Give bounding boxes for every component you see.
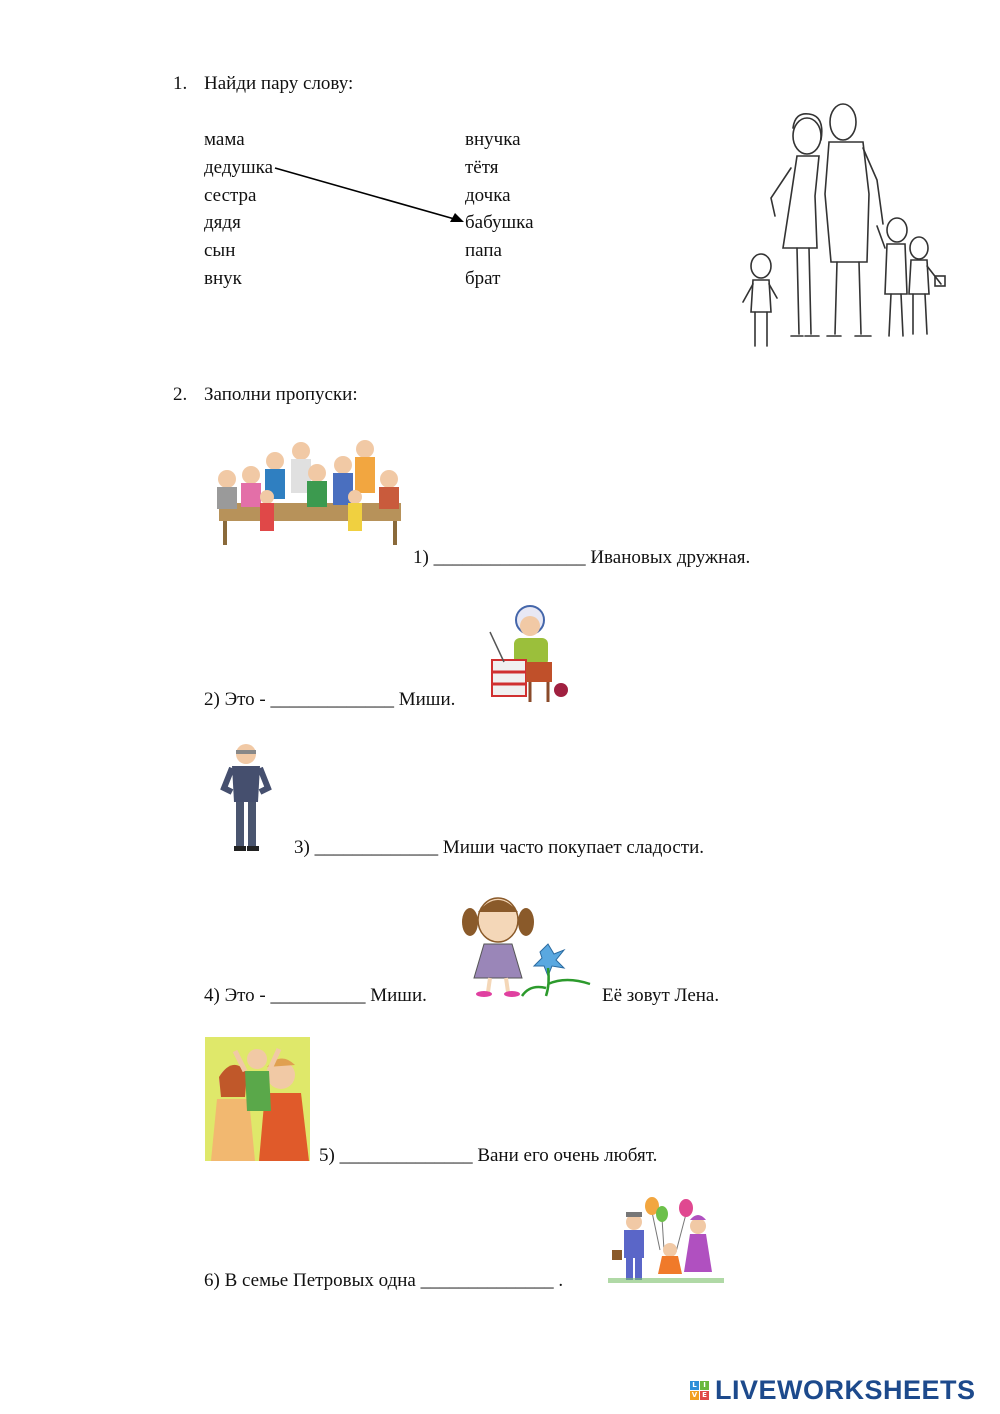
sentence-1: 1) ________________ Ивановых дружная. [413,547,751,568]
grandmother-knitting-picture [484,600,574,706]
right-word[interactable]: тётя [465,157,499,178]
girl-with-flower-picture [450,888,598,1004]
right-word[interactable]: брат [465,268,501,289]
right-word[interactable]: папа [465,240,502,261]
example-match-arrow [270,160,470,230]
liveworksheets-logo [690,1372,990,1408]
parents-with-baby-picture [205,1037,310,1161]
right-word[interactable]: бабушка [465,212,534,233]
left-word[interactable]: сын [204,240,236,261]
left-word[interactable]: дедушка [204,157,274,178]
family-with-balloons-picture [604,1194,726,1286]
right-word[interactable]: внучка [465,129,521,150]
right-word[interactable]: дочка [465,185,511,206]
grandfather-picture [218,742,274,856]
sentence-6: 6) В семье Петровых одна ______________ . [204,1270,564,1291]
family-dinner-picture [205,435,415,553]
left-word[interactable]: внук [204,268,242,289]
left-word[interactable]: мама [204,129,245,150]
family-sketch-illustration [735,98,955,358]
liveworksheets-logo-icon: L I V E [690,1381,709,1400]
left-word[interactable]: сестра [204,185,257,206]
left-word[interactable]: дядя [204,212,241,233]
task2-number: 2. [173,384,188,405]
sentence-2: 2) Это - _____________ Миши. [204,689,456,710]
sentence-4-part-b: Её зовут Лена. [602,985,720,1006]
sentence-3: 3) _____________ Миши часто покупает сладости. [294,837,705,858]
task1-number: 1. [173,73,188,94]
sentence-4-part-a: 4) Это - __________ Миши. [204,985,427,1006]
task2-title: Заполни пропуски: [204,384,358,405]
liveworksheets-brand: LIVEWORKSHEETS [715,1374,976,1405]
task1-title: Найди пару слову: [204,73,354,94]
sentence-5: 5) ______________ Вани его очень любят. [319,1145,658,1166]
